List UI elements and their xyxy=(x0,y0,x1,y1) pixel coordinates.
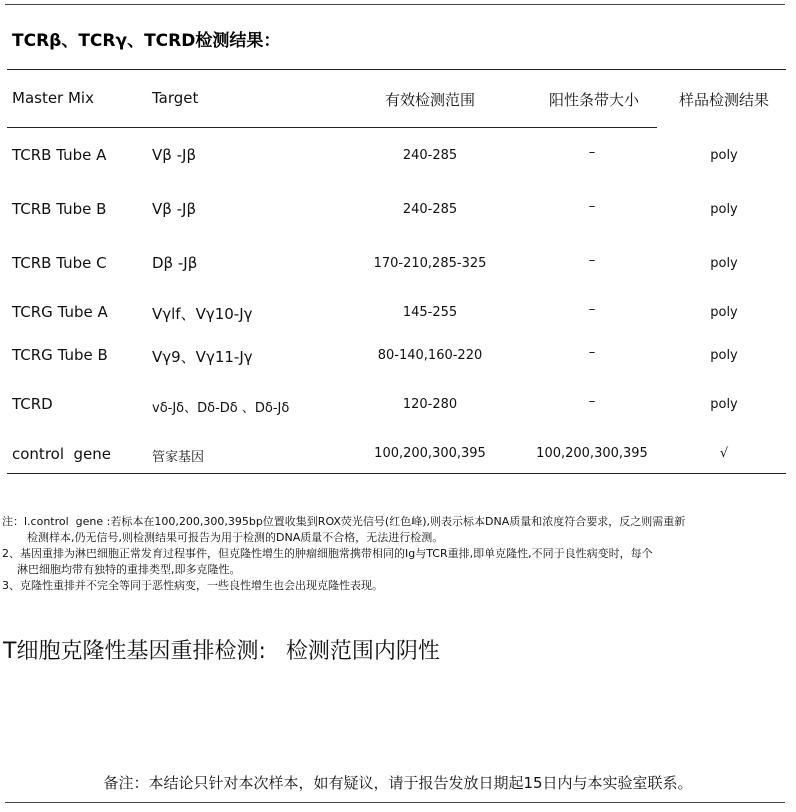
row-target: 管家基因 xyxy=(152,450,205,465)
row-positive-band: – xyxy=(588,145,596,160)
row-valid-range: 145-255 xyxy=(402,305,458,320)
top-rule xyxy=(5,4,785,5)
row-target: Vγ9、Vγ11-Jγ xyxy=(152,348,253,366)
row-result: poly xyxy=(710,148,738,163)
row-target: Vβ -Jβ xyxy=(152,146,197,164)
row-valid-range: 240-285 xyxy=(402,148,458,163)
footnote-line: 2、基因重排为淋巴细胞正常发育过程事件，但克隆性增生的肿瘤细胞常携带相同的Ig与TCR重排,即单克隆性,不同于良性病变时，每个 xyxy=(2,547,653,560)
row-result: poly xyxy=(710,256,738,271)
footnote-line: 3、克隆性重排并不完全等同于恶性病变，一些良性增生也会出现克隆性表现。 xyxy=(2,579,383,592)
row-result: poly xyxy=(710,397,738,412)
row-target: vδ-Jδ、Dδ-Dδ 、Dδ-Jδ xyxy=(152,401,290,416)
row-valid-range: 240-285 xyxy=(402,202,458,217)
footnote-line: 注：l.control gene :若标本在100,200,300,395bp位置收集到ROX荧光信号(红色峰),则表示标本DNA质量和浓度符合要求，反之则需重新 xyxy=(2,515,686,528)
row-target: Vβ -Jβ xyxy=(152,200,197,218)
footnote-line: 检测样本,仍无信号,则检测结果可报告为用于检测的DNA质量不合格，无法进行检测。 xyxy=(27,531,444,544)
conclusion xyxy=(3,634,440,665)
header-positive-band-size: 阳性条带大小 xyxy=(548,91,640,109)
row-valid-range: 100,200,300,395 xyxy=(374,446,486,461)
row-positive-band: – xyxy=(588,345,596,360)
row-result: poly xyxy=(710,305,738,320)
row-valid-range: 80-140,160-220 xyxy=(377,348,483,363)
row-positive-band: – xyxy=(588,253,596,268)
header-bottom-rule xyxy=(7,127,657,128)
table-top-rule xyxy=(7,69,786,70)
row-positive-band: – xyxy=(588,394,596,409)
conclusion-label: T细胞克隆性基因重排检测: xyxy=(3,639,266,664)
row-master-mix: TCRB Tube C xyxy=(12,254,107,272)
row-target: Vγlf、Vγ10-Jγ xyxy=(152,305,253,323)
row-master-mix: TCRG Tube A xyxy=(12,303,108,321)
row-valid-range: 170-210,285-325 xyxy=(373,256,487,271)
header-sample-result: 样品检测结果 xyxy=(678,91,770,109)
remark: 备注：本结论只针对本次样本，如有疑议，请于报告发放日期起15日内与本实验室联系。 xyxy=(103,774,693,792)
header-target: Target xyxy=(152,89,199,107)
row-positive-band: – xyxy=(588,199,596,214)
footnotes xyxy=(2,514,762,594)
row-result: poly xyxy=(710,202,738,217)
bottom-rule xyxy=(5,802,785,803)
row-valid-range: 120-280 xyxy=(402,397,458,412)
row-positive-band: – xyxy=(588,302,596,317)
row-master-mix: TCRG Tube B xyxy=(12,346,108,364)
row-target: Dβ -Jβ xyxy=(152,254,198,272)
header-master-mix: Master Mix xyxy=(12,89,94,107)
row-result: √ xyxy=(719,446,729,461)
row-master-mix: TCRD xyxy=(12,395,53,413)
row-master-mix: TCRB Tube A xyxy=(12,146,107,164)
table-bottom-rule xyxy=(7,473,786,474)
conclusion-value: 检测范围内阴性 xyxy=(285,639,440,664)
footnote-line: 淋巴细胞均带有独特的重排类型,即多克隆性。 xyxy=(17,563,241,576)
row-positive-band: 100,200,300,395 xyxy=(536,446,648,461)
section-title: TCRβ、TCRγ、TCRD检测结果： xyxy=(12,31,281,51)
header-valid-range: 有效检测范围 xyxy=(384,91,476,109)
row-result: poly xyxy=(710,348,738,363)
row-master-mix: TCRB Tube B xyxy=(12,200,107,218)
row-master-mix: control gene xyxy=(12,445,112,463)
